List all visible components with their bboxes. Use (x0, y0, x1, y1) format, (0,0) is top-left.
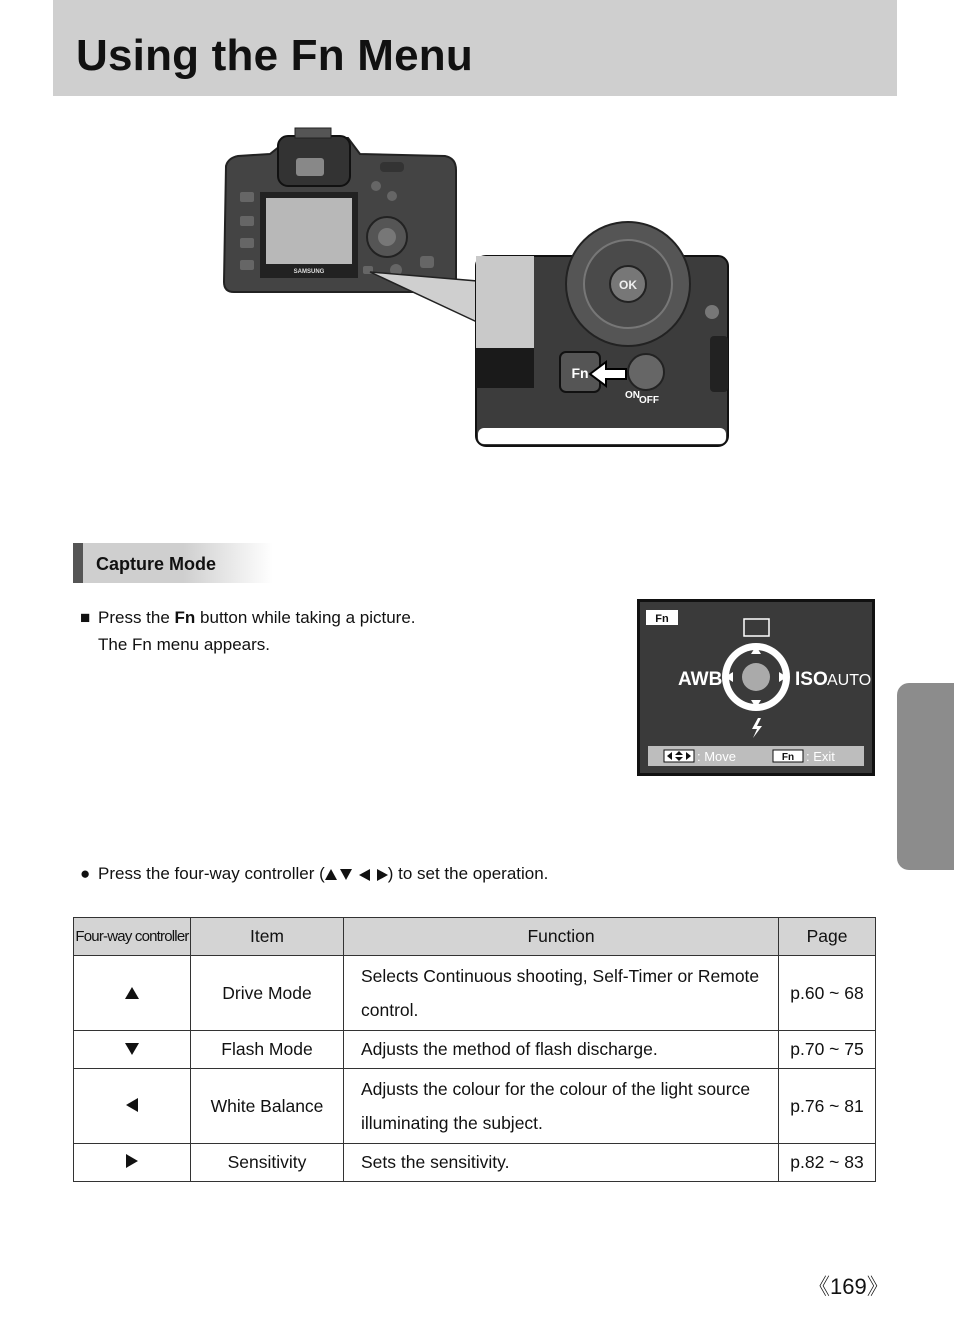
header-controller: Four-way controller (74, 918, 191, 956)
item-cell: White Balance (191, 1069, 344, 1144)
round-bullet-icon: ● (80, 864, 91, 883)
page-title: Using the Fn Menu (76, 31, 473, 80)
arrow-cell (74, 1069, 191, 1144)
header-function: Function (344, 918, 779, 956)
table-row (74, 1031, 876, 1069)
function-cell: Adjusts the method of flash discharge. (344, 1031, 779, 1069)
lcd-exit-fn-badge: Fn (781, 752, 795, 763)
instruction-fn-button: ■ Press the Fn button while taking a picture. The Fn menu appears. (80, 604, 416, 658)
header-item: Item (191, 918, 344, 956)
inline-arrows-icon (325, 869, 388, 881)
function-cell: Selects Continuous shooting, Self-Timer or Remote control. (344, 956, 779, 1031)
page-cell: p.82 ~ 83 (779, 1144, 876, 1182)
function-cell: Sets the sensitivity. (344, 1144, 779, 1182)
square-bullet-icon: ■ (80, 608, 91, 627)
fn-button-label: Fn (571, 365, 589, 381)
lcd-awb-label: AWB (678, 669, 723, 690)
table-row (74, 1069, 876, 1144)
lcd-iso-label: ISO (795, 669, 828, 690)
camera-brand-text: SAMSUNG (293, 269, 325, 275)
arrow-cell (74, 1144, 191, 1182)
section-bar (73, 543, 83, 583)
off-label: OFF (639, 395, 659, 406)
arrow-cell (74, 1031, 191, 1069)
page-cell: p.70 ~ 75 (779, 1031, 876, 1069)
side-chapter-tab (897, 683, 954, 870)
up-arrow-icon (125, 987, 139, 999)
item-cell: Flash Mode (191, 1031, 344, 1069)
table-row (74, 1144, 876, 1182)
lcd-auto-label: AUTO (827, 672, 872, 689)
instruction-four-way: ● Press the four-way controller ( ) to set the operation. (80, 864, 549, 883)
item-cell: Drive Mode (191, 956, 344, 1031)
camera-illustration (220, 126, 732, 451)
lcd-move-label: : Move (697, 749, 737, 764)
section-label: Capture Mode (96, 554, 217, 574)
function-cell: Adjusts the colour for the colour of the light source illuminating the subject. (344, 1069, 779, 1144)
item-cell: Sensitivity (191, 1144, 344, 1182)
table-header-row (74, 918, 876, 956)
fn-bold-text: Fn (174, 608, 196, 627)
instruction-line2: The Fn menu appears. (98, 635, 270, 654)
down-arrow-icon (125, 1043, 139, 1055)
fn-menu-table (73, 917, 876, 1182)
lcd-exit-label: : Exit (806, 749, 835, 764)
page-cell: p.76 ~ 81 (779, 1069, 876, 1144)
on-label: ON (625, 390, 640, 401)
arrow-cell (74, 956, 191, 1031)
left-arrow-icon (126, 1098, 138, 1112)
header-page: Page (779, 918, 876, 956)
lcd-fn-badge: Fn (655, 613, 669, 625)
page-number: 《169》 (808, 1274, 889, 1299)
page-cell: p.60 ~ 68 (779, 956, 876, 1031)
table-row (74, 956, 876, 1031)
section-heading (73, 543, 273, 583)
right-arrow-icon (126, 1154, 138, 1168)
ok-label: OK (619, 278, 637, 292)
fn-menu-lcd-screen (637, 599, 875, 776)
